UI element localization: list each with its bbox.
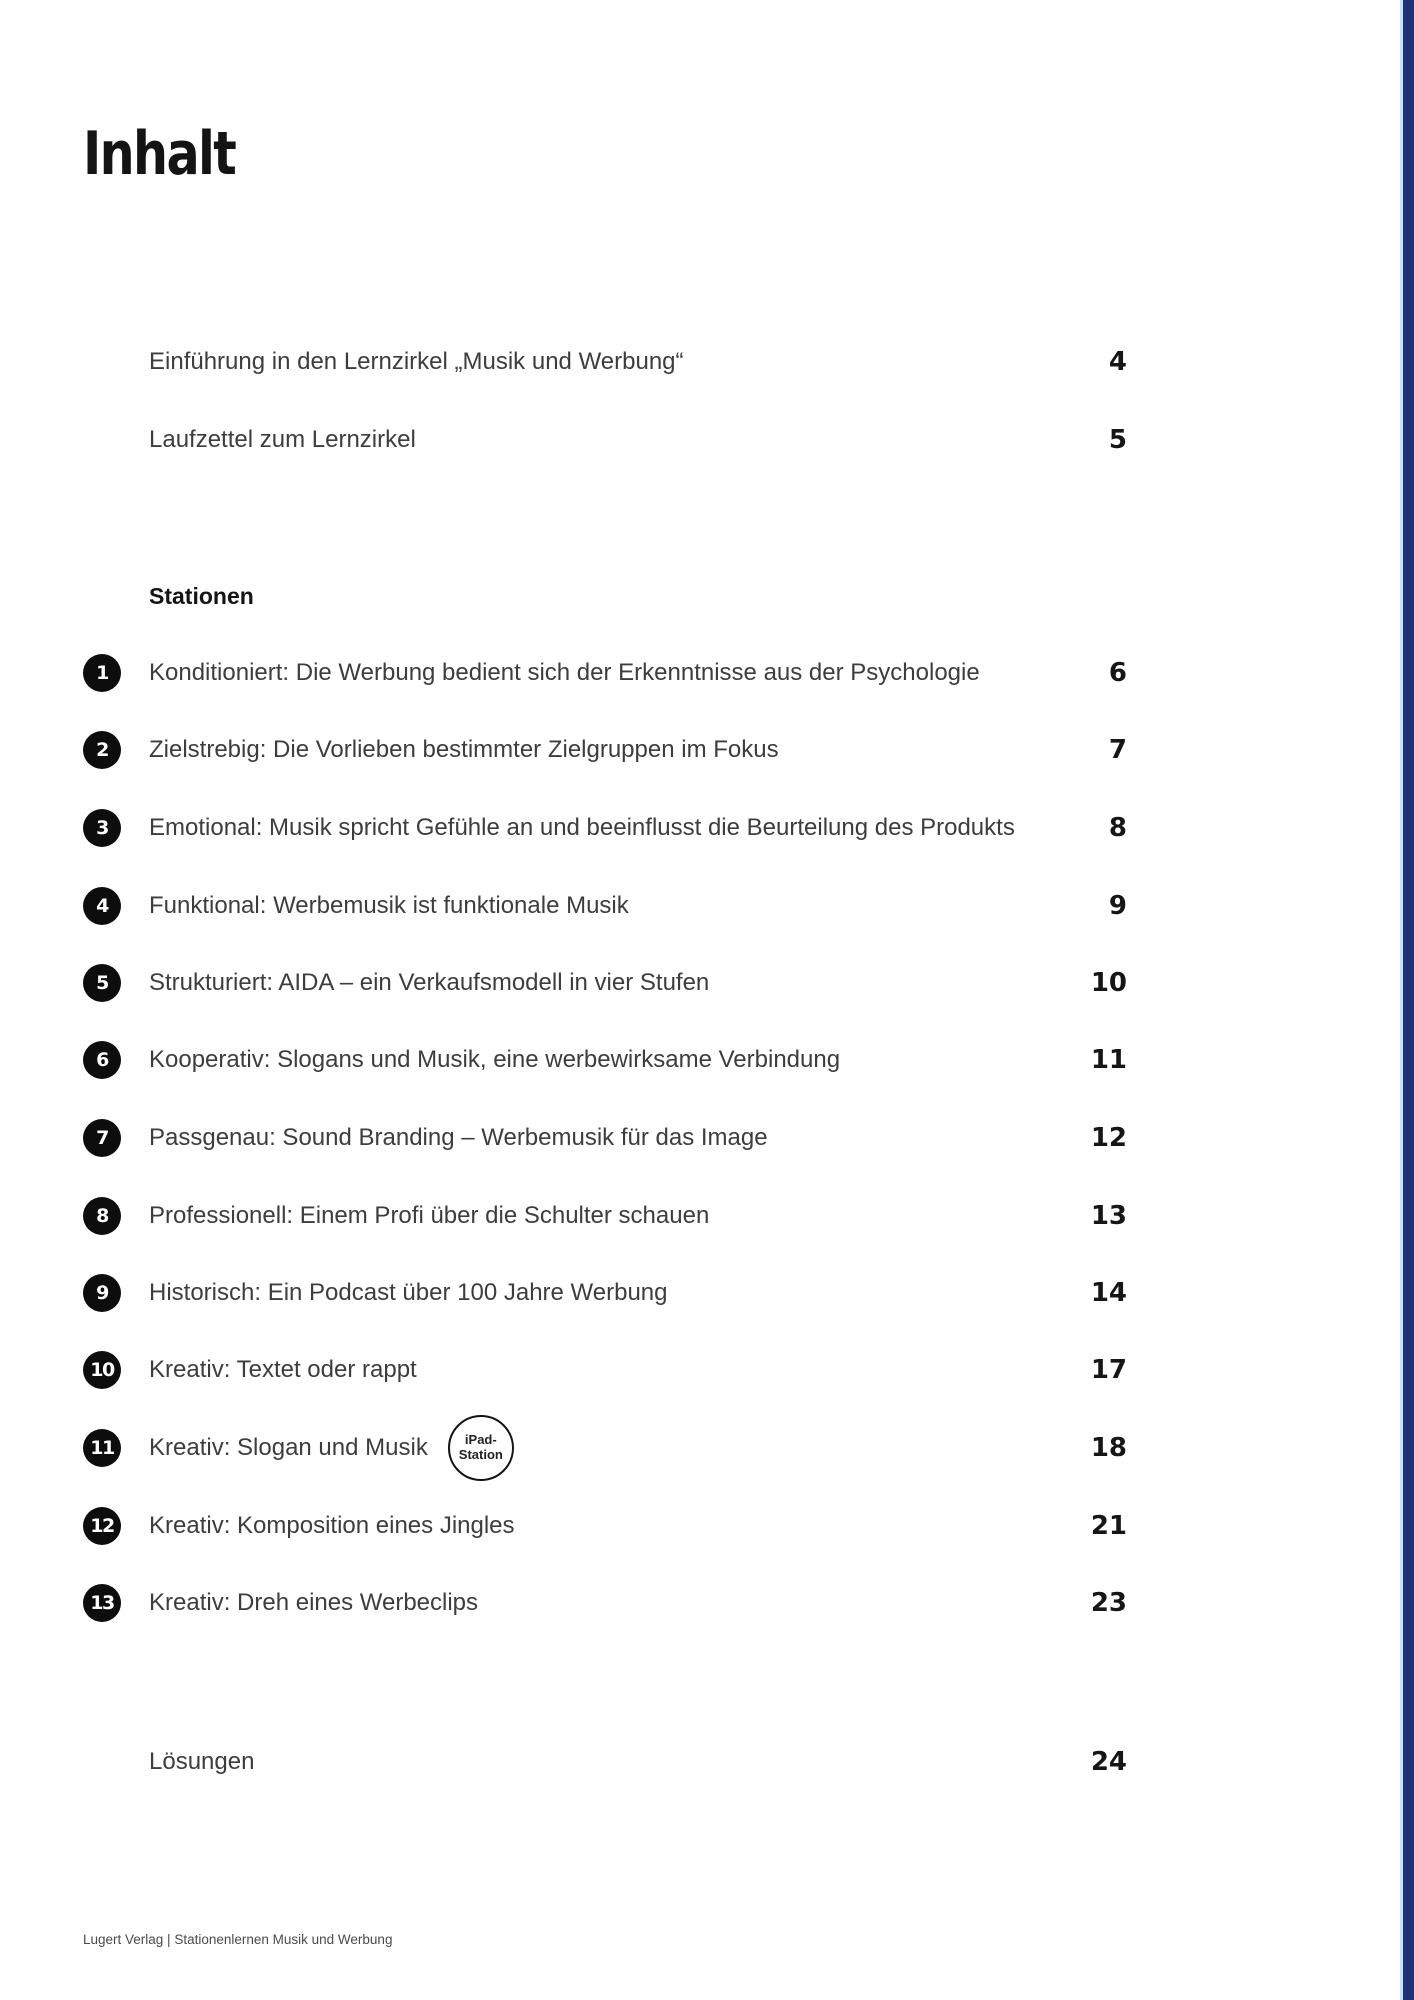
toc-page-number: 11 — [1090, 1045, 1127, 1075]
toc-page-number: 24 — [1090, 1747, 1127, 1777]
toc-row-einfuehrung — [149, 342, 1127, 382]
toc-page-number: 23 — [1090, 1588, 1127, 1618]
toc-page-number: 13 — [1090, 1201, 1127, 1231]
toc-entry-title: Professionell: Einem Profi über die Schulter schauen — [149, 1202, 710, 1230]
toc-row-station-13 — [83, 1583, 1127, 1623]
toc-page-number: 21 — [1090, 1511, 1127, 1541]
toc-entry-title: Kreativ: Slogan und Musik — [149, 1434, 428, 1462]
station-number-badge — [83, 1197, 121, 1235]
toc-row-station-10 — [83, 1350, 1127, 1390]
station-number: 11 — [90, 1436, 114, 1459]
page-title: Inhalt — [83, 119, 236, 190]
station-number-badge — [83, 964, 121, 1002]
toc-page-number: 4 — [1108, 347, 1127, 377]
station-number-badge — [83, 887, 121, 925]
toc-entry-title: Kreativ: Dreh eines Werbeclips — [149, 1589, 479, 1617]
station-number-badge — [83, 1507, 121, 1545]
station-number: 6 — [96, 1048, 108, 1071]
footer-credit: Lugert Verlag | Stationenlernen Musik und Werbung — [83, 1932, 393, 1947]
toc-row-station-4 — [83, 886, 1127, 926]
station-number-badge — [83, 1119, 121, 1157]
toc-entry-title: Zielstrebig: Die Vorlieben bestimmter Zielgruppen im Fokus — [149, 736, 779, 764]
station-number: 9 — [96, 1281, 108, 1304]
right-accent-bar — [1403, 0, 1414, 2000]
ipad-station-badge — [448, 1415, 514, 1481]
stations-section-heading: Stationen — [149, 582, 254, 609]
toc-row-station-8 — [83, 1196, 1127, 1236]
toc-page-number: 6 — [1108, 658, 1127, 688]
station-number: 4 — [96, 894, 108, 917]
station-number: 10 — [90, 1358, 114, 1381]
station-number: 5 — [96, 971, 108, 994]
station-number: 3 — [96, 816, 108, 839]
toc-row-station-5 — [83, 963, 1127, 1003]
toc-entry-title: Einführung in den Lernzirkel „Musik und Werbung“ — [149, 348, 684, 376]
ipad-station-badge-line2: Station — [458, 1447, 503, 1462]
station-number-badge — [83, 654, 121, 692]
toc-row-station-12 — [83, 1506, 1127, 1546]
toc-entry-title: Laufzettel zum Lernzirkel — [149, 426, 416, 454]
toc-page-number: 9 — [1108, 891, 1127, 921]
station-number: 12 — [90, 1514, 114, 1537]
station-number-badge — [83, 1584, 121, 1622]
station-number: 2 — [96, 738, 108, 761]
station-number-badge — [83, 1041, 121, 1079]
station-number-badge — [83, 1274, 121, 1312]
toc-row-station-6 — [83, 1040, 1127, 1080]
toc-page-number: 8 — [1108, 813, 1127, 843]
toc-row-station-11 — [83, 1428, 1127, 1468]
toc-page-number: 7 — [1108, 735, 1127, 765]
toc-row-laufzettel — [149, 420, 1127, 460]
toc-row-station-2 — [83, 730, 1127, 770]
toc-row-station-1 — [83, 653, 1127, 693]
toc-entry-title: Kreativ: Komposition eines Jingles — [149, 1512, 515, 1540]
station-number: 1 — [96, 661, 108, 684]
toc-page-number: 17 — [1090, 1355, 1127, 1385]
toc-entry-title: Emotional: Musik spricht Gefühle an und beeinflusst die Beurteilung des Produkts — [149, 814, 1015, 842]
station-number-badge — [83, 809, 121, 847]
toc-row-station-7 — [83, 1118, 1127, 1158]
toc-entry-title: Passgenau: Sound Branding – Werbemusik für das Image — [149, 1124, 768, 1152]
toc-page-number: 12 — [1090, 1123, 1127, 1153]
station-number-badge — [83, 1429, 121, 1467]
station-number: 13 — [90, 1591, 114, 1614]
toc-page-number: 5 — [1108, 425, 1127, 455]
toc-page-number: 10 — [1090, 968, 1127, 998]
toc-entry-title: Historisch: Ein Podcast über 100 Jahre Werbung — [149, 1279, 668, 1307]
toc-row-station-9 — [83, 1273, 1127, 1313]
station-number-badge — [83, 1351, 121, 1389]
station-number: 7 — [96, 1126, 108, 1149]
toc-row-station-3 — [83, 808, 1127, 848]
toc-row-loesungen — [149, 1742, 1127, 1782]
toc-entry-title: Strukturiert: AIDA – ein Verkaufsmodell in vier Stufen — [149, 969, 710, 997]
toc-entry-title: Lösungen — [149, 1748, 255, 1776]
toc-page-number: 18 — [1090, 1433, 1127, 1463]
toc-entry-title: Konditioniert: Die Werbung bedient sich der Erkenntnisse aus der Psychologie — [149, 659, 980, 687]
toc-page-number: 14 — [1090, 1278, 1127, 1308]
ipad-station-badge-line1: iPad- — [464, 1432, 497, 1448]
station-number-badge — [83, 731, 121, 769]
station-number: 8 — [96, 1204, 108, 1227]
toc-entry-title: Kooperativ: Slogans und Musik, eine werbewirksame Verbindung — [149, 1046, 841, 1074]
toc-entry-title: Kreativ: Textet oder rappt — [149, 1356, 417, 1384]
toc-entry-title: Funktional: Werbemusik ist funktionale Musik — [149, 892, 629, 920]
